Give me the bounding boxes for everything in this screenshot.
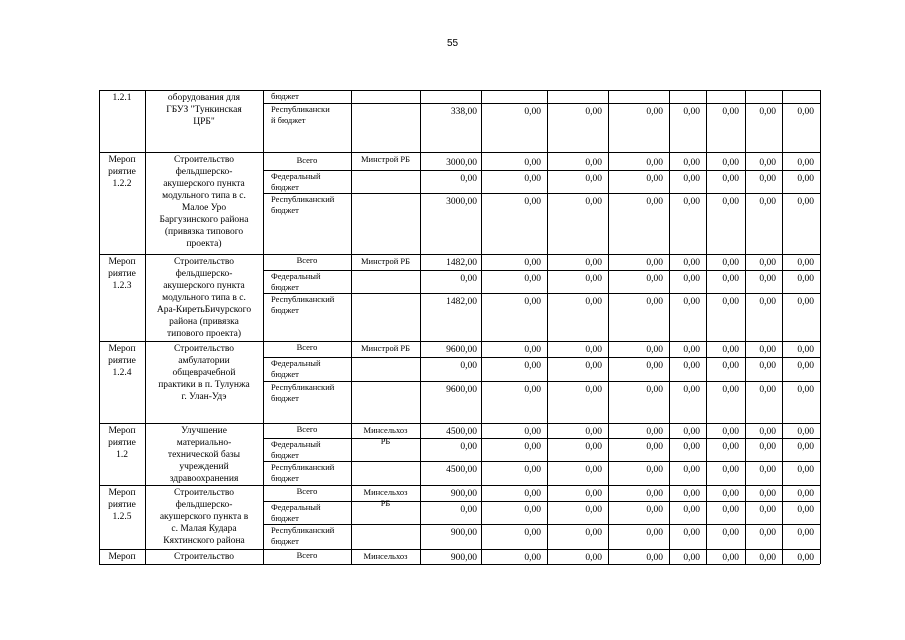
year-amount: 0,00 bbox=[646, 174, 663, 184]
year-amount: 0,00 bbox=[797, 174, 814, 184]
funding-source: Федеральный бюджет bbox=[271, 358, 321, 379]
total-amount: 0,00 bbox=[460, 174, 477, 184]
year-amount: 0,00 bbox=[759, 361, 776, 371]
executor-name: Минстрой РБ bbox=[360, 256, 411, 266]
year-amount: 0,00 bbox=[683, 107, 700, 117]
year-amount: 0,00 bbox=[683, 553, 700, 563]
year-amount: 0,00 bbox=[585, 505, 602, 515]
year-amount: 0,00 bbox=[585, 197, 602, 207]
total-amount: 4500,00 bbox=[446, 465, 477, 475]
year-amount: 0,00 bbox=[683, 427, 700, 437]
year-amount: 0,00 bbox=[797, 427, 814, 437]
executor-name: Минстрой РБ bbox=[360, 154, 411, 164]
year-amount: 0,00 bbox=[524, 297, 541, 307]
table-column-line bbox=[820, 90, 821, 564]
funding-source: Республиканский бюджет bbox=[271, 294, 335, 315]
year-amount: 0,00 bbox=[646, 107, 663, 117]
year-amount: 0,00 bbox=[683, 297, 700, 307]
total-amount: 0,00 bbox=[460, 505, 477, 515]
total-amount: 338,00 bbox=[450, 107, 477, 117]
year-amount: 0,00 bbox=[524, 489, 541, 499]
year-amount: 0,00 bbox=[646, 361, 663, 371]
funding-source: Всего bbox=[296, 342, 318, 352]
year-amount: 0,00 bbox=[585, 158, 602, 168]
year-amount: 0,00 bbox=[524, 528, 541, 538]
total-amount: 3000,00 bbox=[446, 158, 477, 168]
executor-name: Минсельхоз РБ bbox=[363, 487, 408, 508]
year-amount: 0,00 bbox=[797, 158, 814, 168]
table-row-line bbox=[99, 485, 820, 486]
year-amount: 0,00 bbox=[524, 385, 541, 395]
year-amount: 0,00 bbox=[524, 345, 541, 355]
funding-source: Федеральный бюджет bbox=[271, 502, 321, 523]
year-amount: 0,00 bbox=[722, 274, 739, 284]
executor-name: Минсельхоз bbox=[363, 551, 408, 561]
year-amount: 0,00 bbox=[683, 385, 700, 395]
year-amount: 0,00 bbox=[585, 107, 602, 117]
year-amount: 0,00 bbox=[646, 505, 663, 515]
year-amount: 0,00 bbox=[585, 297, 602, 307]
table-row-line bbox=[99, 152, 820, 153]
year-amount: 0,00 bbox=[759, 274, 776, 284]
year-amount: 0,00 bbox=[759, 174, 776, 184]
total-amount: 0,00 bbox=[460, 442, 477, 452]
year-amount: 0,00 bbox=[797, 274, 814, 284]
year-amount: 0,00 bbox=[759, 427, 776, 437]
page-number: 55 bbox=[446, 38, 459, 49]
measure-code: 1.2.1 bbox=[112, 93, 132, 103]
year-amount: 0,00 bbox=[759, 505, 776, 515]
total-amount: 4500,00 bbox=[446, 427, 477, 437]
year-amount: 0,00 bbox=[646, 465, 663, 475]
measure-name: Строительство фельдшерско- акушерского пункта в с. Малая Кудара Кяхтинского района bbox=[159, 488, 249, 546]
funding-source: Всего bbox=[296, 155, 318, 165]
funding-source: Всего bbox=[296, 255, 318, 265]
year-amount: 0,00 bbox=[722, 197, 739, 207]
year-amount: 0,00 bbox=[797, 197, 814, 207]
year-amount: 0,00 bbox=[797, 505, 814, 515]
table-row-line bbox=[99, 549, 820, 550]
total-amount: 3000,00 bbox=[446, 197, 477, 207]
year-amount: 0,00 bbox=[646, 297, 663, 307]
funding-source: Республикански й бюджет bbox=[271, 104, 330, 125]
year-amount: 0,00 bbox=[797, 345, 814, 355]
total-amount: 9600,00 bbox=[446, 345, 477, 355]
total-amount: 1482,00 bbox=[446, 258, 477, 268]
year-amount: 0,00 bbox=[722, 465, 739, 475]
year-amount: 0,00 bbox=[797, 528, 814, 538]
year-amount: 0,00 bbox=[585, 465, 602, 475]
year-amount: 0,00 bbox=[722, 297, 739, 307]
year-amount: 0,00 bbox=[722, 442, 739, 452]
funding-source: Федеральный бюджет bbox=[271, 171, 321, 192]
measure-code: Мероп риятие 1.2.5 bbox=[108, 488, 136, 522]
year-amount: 0,00 bbox=[722, 553, 739, 563]
year-amount: 0,00 bbox=[722, 505, 739, 515]
table-row-line bbox=[99, 423, 820, 424]
measure-code: Мероп риятие 1.2 bbox=[108, 426, 136, 460]
funding-source: Республиканский бюджет bbox=[271, 462, 335, 483]
total-amount: 0,00 bbox=[460, 361, 477, 371]
measure-code: Мероп риятие 1.2.4 bbox=[108, 344, 136, 378]
year-amount: 0,00 bbox=[524, 274, 541, 284]
year-amount: 0,00 bbox=[797, 465, 814, 475]
year-amount: 0,00 bbox=[722, 258, 739, 268]
funding-source: Всего bbox=[296, 550, 318, 560]
year-amount: 0,00 bbox=[646, 442, 663, 452]
year-amount: 0,00 bbox=[524, 174, 541, 184]
year-amount: 0,00 bbox=[524, 158, 541, 168]
funding-source: Республиканский бюджет bbox=[271, 382, 335, 403]
year-amount: 0,00 bbox=[797, 442, 814, 452]
year-amount: 0,00 bbox=[524, 427, 541, 437]
year-amount: 0,00 bbox=[759, 107, 776, 117]
year-amount: 0,00 bbox=[683, 442, 700, 452]
year-amount: 0,00 bbox=[683, 345, 700, 355]
year-amount: 0,00 bbox=[646, 427, 663, 437]
year-amount: 0,00 bbox=[722, 107, 739, 117]
year-amount: 0,00 bbox=[722, 158, 739, 168]
year-amount: 0,00 bbox=[759, 465, 776, 475]
year-amount: 0,00 bbox=[683, 465, 700, 475]
year-amount: 0,00 bbox=[646, 158, 663, 168]
table-row-line bbox=[99, 254, 820, 255]
year-amount: 0,00 bbox=[585, 174, 602, 184]
funding-source: Республиканский бюджет bbox=[271, 525, 335, 546]
year-amount: 0,00 bbox=[646, 528, 663, 538]
year-amount: 0,00 bbox=[646, 197, 663, 207]
year-amount: 0,00 bbox=[722, 361, 739, 371]
year-amount: 0,00 bbox=[683, 258, 700, 268]
year-amount: 0,00 bbox=[759, 553, 776, 563]
year-amount: 0,00 bbox=[722, 427, 739, 437]
year-amount: 0,00 bbox=[759, 258, 776, 268]
total-amount: 900,00 bbox=[450, 489, 477, 499]
measure-name: оборудования для ГБУЗ "Тункинская ЦРБ" bbox=[166, 93, 242, 127]
year-amount: 0,00 bbox=[524, 197, 541, 207]
year-amount: 0,00 bbox=[722, 528, 739, 538]
total-amount: 9600,00 bbox=[446, 385, 477, 395]
year-amount: 0,00 bbox=[683, 489, 700, 499]
year-amount: 0,00 bbox=[683, 274, 700, 284]
year-amount: 0,00 bbox=[646, 385, 663, 395]
year-amount: 0,00 bbox=[683, 505, 700, 515]
year-amount: 0,00 bbox=[797, 489, 814, 499]
measure-name: Строительство bbox=[173, 552, 235, 562]
table-border-line bbox=[99, 564, 820, 565]
year-amount: 0,00 bbox=[524, 361, 541, 371]
year-amount: 0,00 bbox=[759, 297, 776, 307]
year-amount: 0,00 bbox=[759, 442, 776, 452]
year-amount: 0,00 bbox=[683, 528, 700, 538]
table-row-line bbox=[99, 341, 820, 342]
year-amount: 0,00 bbox=[722, 345, 739, 355]
funding-source: Республиканский бюджет bbox=[271, 194, 335, 215]
year-amount: 0,00 bbox=[683, 174, 700, 184]
year-amount: 0,00 bbox=[585, 442, 602, 452]
year-amount: 0,00 bbox=[585, 489, 602, 499]
year-amount: 0,00 bbox=[646, 345, 663, 355]
year-amount: 0,00 bbox=[759, 158, 776, 168]
year-amount: 0,00 bbox=[585, 274, 602, 284]
year-amount: 0,00 bbox=[646, 274, 663, 284]
funding-source: бюджет bbox=[271, 91, 299, 101]
year-amount: 0,00 bbox=[646, 553, 663, 563]
year-amount: 0,00 bbox=[585, 258, 602, 268]
total-amount: 900,00 bbox=[450, 528, 477, 538]
year-amount: 0,00 bbox=[524, 465, 541, 475]
year-amount: 0,00 bbox=[797, 258, 814, 268]
year-amount: 0,00 bbox=[759, 489, 776, 499]
year-amount: 0,00 bbox=[759, 385, 776, 395]
total-amount: 900,00 bbox=[450, 553, 477, 563]
total-amount: 1482,00 bbox=[446, 297, 477, 307]
year-amount: 0,00 bbox=[585, 345, 602, 355]
measure-code: Мероп bbox=[108, 552, 136, 562]
year-amount: 0,00 bbox=[797, 553, 814, 563]
table-border-line bbox=[99, 90, 820, 91]
year-amount: 0,00 bbox=[759, 197, 776, 207]
year-amount: 0,00 bbox=[524, 442, 541, 452]
year-amount: 0,00 bbox=[722, 489, 739, 499]
measure-name: Строительство амбулатории общеврачебной практики в п. Тулунжа г. Улан-Удэ bbox=[158, 344, 250, 402]
year-amount: 0,00 bbox=[683, 361, 700, 371]
measure-name: Строительство фельдшерско- акушерского пункта модульного типа в с. Ара-КиретьБичурского района (привязка типового проекта) bbox=[156, 257, 252, 339]
year-amount: 0,00 bbox=[524, 107, 541, 117]
year-amount: 0,00 bbox=[683, 197, 700, 207]
year-amount: 0,00 bbox=[797, 385, 814, 395]
year-amount: 0,00 bbox=[759, 528, 776, 538]
year-amount: 0,00 bbox=[722, 385, 739, 395]
year-amount: 0,00 bbox=[585, 427, 602, 437]
measure-name: Улучшение материально- технической базы учреждений здравоохранения bbox=[167, 426, 241, 484]
executor-name: Минсельхоз РБ bbox=[363, 425, 408, 446]
year-amount: 0,00 bbox=[585, 361, 602, 371]
year-amount: 0,00 bbox=[524, 553, 541, 563]
year-amount: 0,00 bbox=[524, 258, 541, 268]
year-amount: 0,00 bbox=[646, 489, 663, 499]
total-amount: 0,00 bbox=[460, 274, 477, 284]
year-amount: 0,00 bbox=[585, 385, 602, 395]
year-amount: 0,00 bbox=[646, 258, 663, 268]
measure-name: Строительство фельдшерско- акушерского пункта модульного типа в с. Малое Уро Баргузинского района (привязка типового проекта) bbox=[159, 155, 249, 249]
year-amount: 0,00 bbox=[722, 174, 739, 184]
measure-code: Мероп риятие 1.2.3 bbox=[108, 257, 136, 291]
year-amount: 0,00 bbox=[683, 158, 700, 168]
year-amount: 0,00 bbox=[797, 361, 814, 371]
year-amount: 0,00 bbox=[585, 553, 602, 563]
funding-source: Всего bbox=[296, 486, 318, 496]
year-amount: 0,00 bbox=[797, 297, 814, 307]
measure-code: Мероп риятие 1.2.2 bbox=[108, 155, 136, 189]
year-amount: 0,00 bbox=[759, 345, 776, 355]
executor-name: Минстрой РБ bbox=[360, 343, 411, 353]
funding-source: Федеральный бюджет bbox=[271, 271, 321, 292]
year-amount: 0,00 bbox=[585, 528, 602, 538]
year-amount: 0,00 bbox=[797, 107, 814, 117]
year-amount: 0,00 bbox=[524, 505, 541, 515]
funding-source: Федеральный бюджет bbox=[271, 439, 321, 460]
funding-source: Всего bbox=[296, 424, 318, 434]
